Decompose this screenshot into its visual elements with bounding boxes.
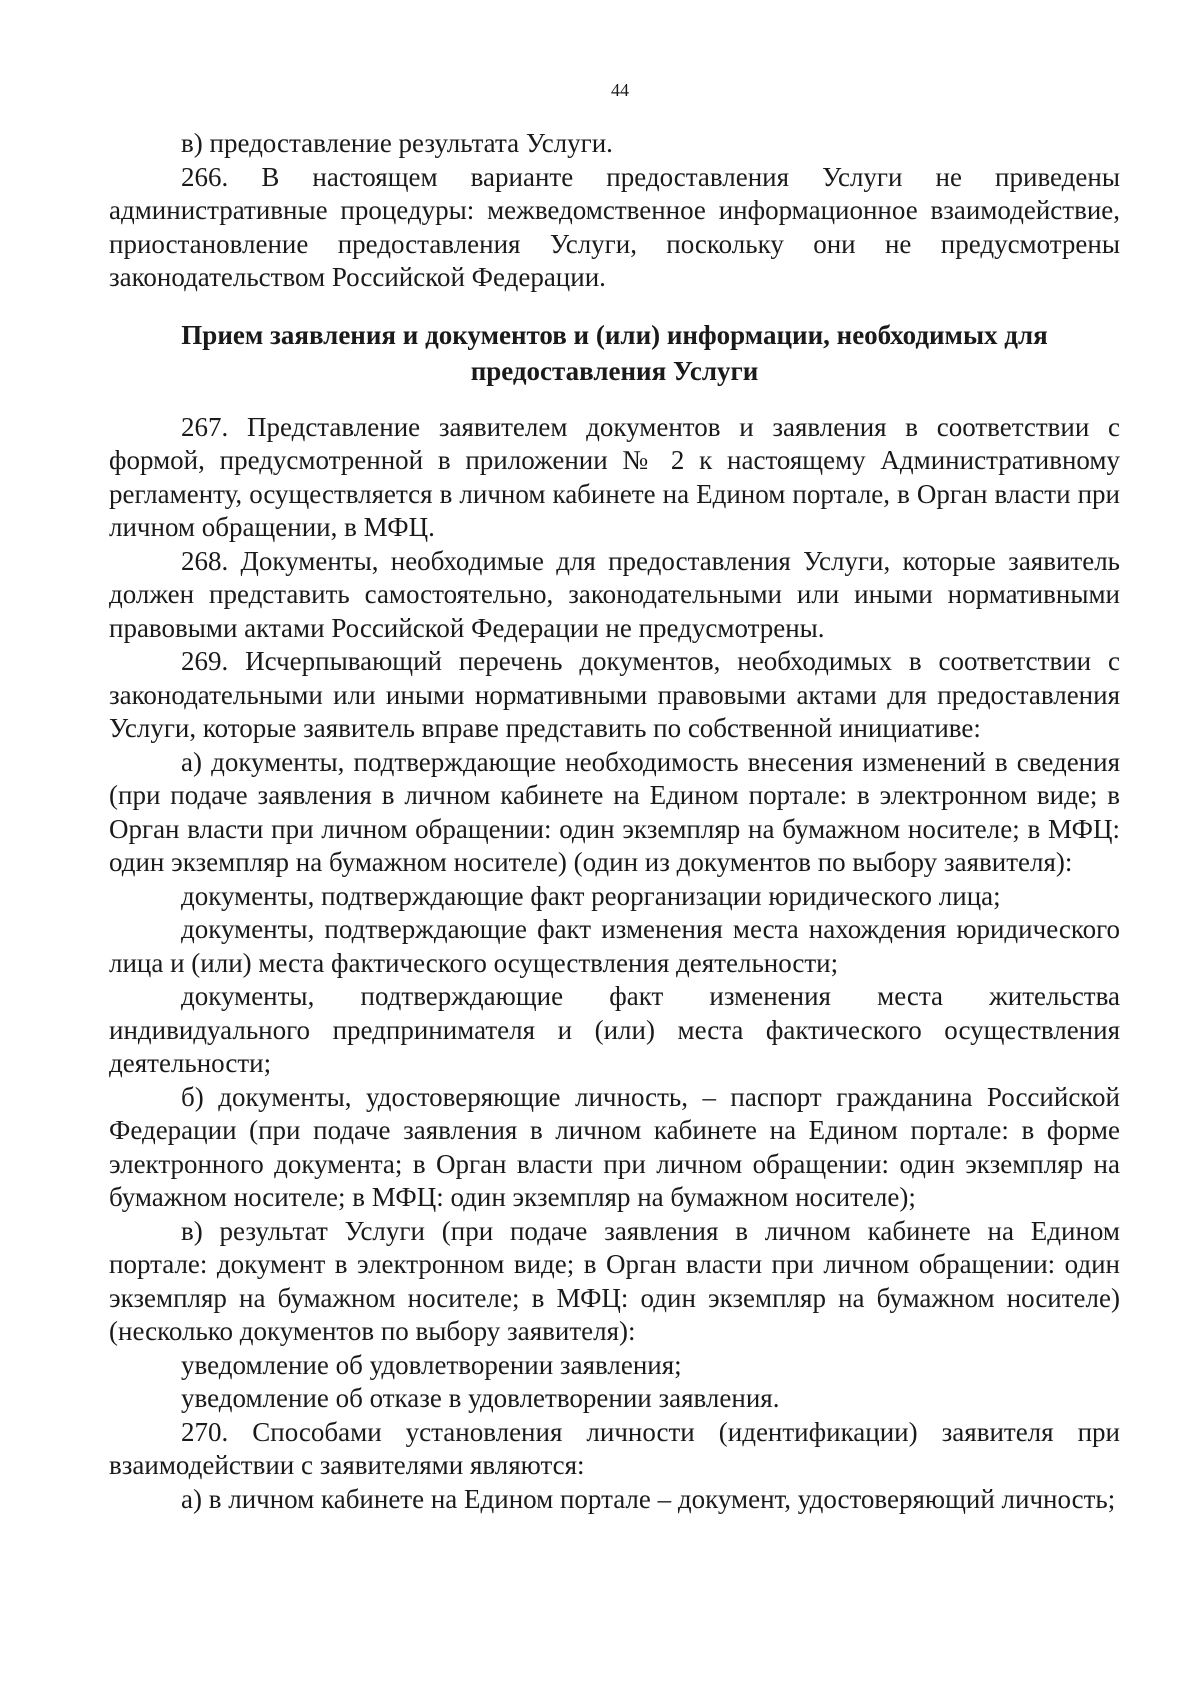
section-gap: [109, 389, 1120, 411]
list-item-a: а) в личном кабинете на Едином портале – документ, удостоверяющий личность;: [181, 1483, 1116, 1514]
paragraph-267: 267. Представление заявителем документов и заявления в соответствии с формой, предусмотренной в приложении № 2 к настоящему Административному регламенту, осуществляется в личном кабинете на Едином портале, в Орган власти при личном обращении, в МФЦ.: [109, 411, 1120, 542]
list-item-a: а) документы, подтверждающие необходимость внесения изменений в сведения (при подаче заявления в личном кабинете на Едином портале: в электронном виде; в Орган власти при личном обращении: один экземпляр на бумажном носителе; в МФЦ: один экземпляр на бумажном носителе) (один из документов по выбору заявителя):: [109, 746, 1120, 877]
paragraph-268: 268. Документы, необходимые для предоставления Услуги, которые заявитель должен представить самостоятельно, законодательными или иными нормативными правовыми актами Российской Федерации не предусмотрены.: [109, 545, 1120, 643]
list-subitem: документы, подтверждающие факт изменения места нахождения юридического лица и (или) места фактического осуществления деятельности;: [109, 914, 1120, 978]
paragraph-266: 266. В настоящем варианте предоставления Услуги не приведены административные процедуры: межведомственное информационное взаимодействие, приостановление предоставления Услуги, поскольку они не предусмотрены законодательством Российской Федерации.: [109, 161, 1120, 292]
list-subitem: уведомление об отказе в удовлетворении заявления.: [181, 1383, 780, 1413]
list-subitem: документы, подтверждающие факт реорганизации юридического лица;: [181, 880, 1001, 911]
list-item-b: б) документы, удостоверяющие личность, – паспорт гражданина Российской Федерации (при подаче заявления в личном кабинете на Едином портале: в форме электронного документа; в Орган власти при личном обращении: один экземпляр на бумажном носителе; в МФЦ: один экземпляр на бумажном носителе);: [109, 1081, 1120, 1212]
paragraph-269: 269. Исчерпывающий перечень документов, необходимых в соответствии с законодательными или иными нормативными правовыми актами для предоставления Услуги, которые заявитель вправе представить по собственной инициативе:: [109, 646, 1120, 743]
paragraph-270: 270. Способами установления личности (идентификации) заявителя при взаимодействии с заявителями являются:: [109, 1416, 1120, 1480]
section-heading: Прием заявления и документов и (или) информации, необходимых для предоставления Услуги: [181, 319, 1048, 386]
paragraph-result-delivery: в) предоставление результата Услуги.: [181, 128, 613, 158]
list-subitem: документы, подтверждающие факт изменения места жительства индивидуального предпринимателя и (или) места фактического осуществления деятельности;: [109, 981, 1120, 1078]
page-number: 44: [611, 80, 629, 100]
section-gap: [109, 295, 1120, 317]
document-body: [109, 127, 1120, 1516]
list-subitem: уведомление об удовлетворении заявления;: [181, 1349, 682, 1380]
list-item-v: в) результат Услуги (при подаче заявления в личном кабинете на Едином портале: документ в электронном виде; в Орган власти при личном обращении: один экземпляр на бумажном носителе; в МФЦ: один экземпляр на бумажном носителе) (несколько документов по выбору заявителя):: [109, 1215, 1120, 1346]
